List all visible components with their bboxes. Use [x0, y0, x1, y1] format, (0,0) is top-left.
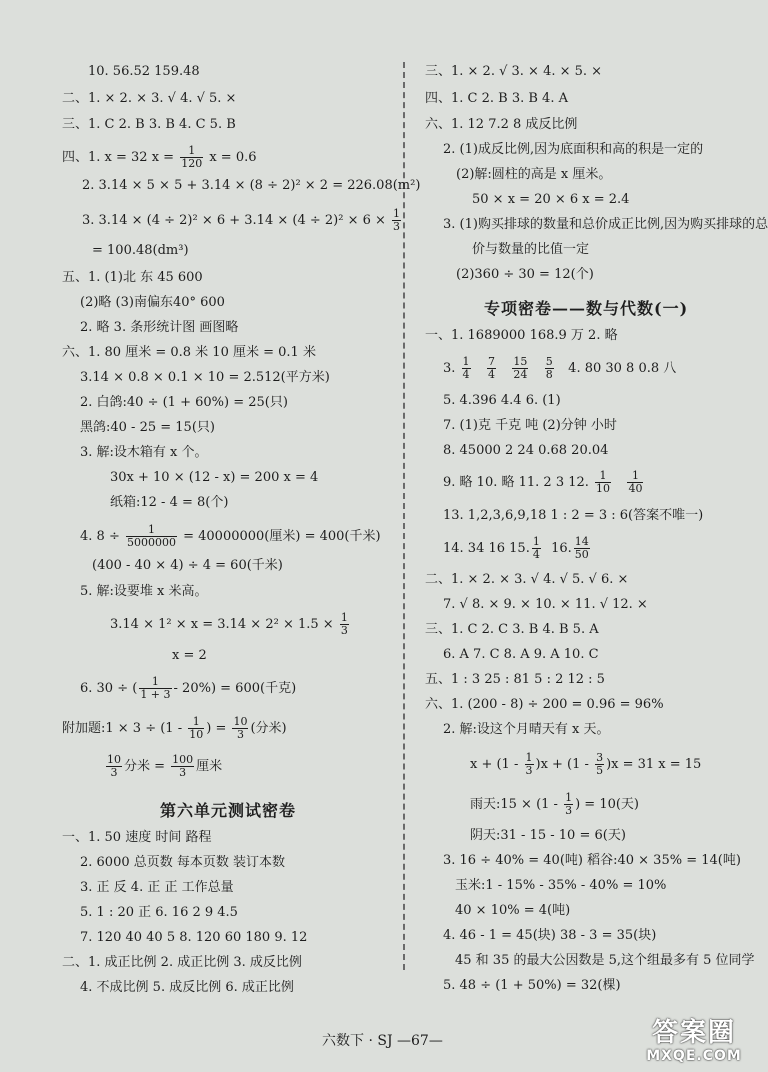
answer-line: 五、1. (1)北 东 45 600 [62, 270, 203, 285]
answer-line: 3. 3.14 × (4 ÷ 2)² × 6 + 3.14 × (4 ÷ 2)² × 6 × $\frac{1}{3}$ [82, 207, 401, 233]
answer-line: 三、1. C 2. C 3. B 4. B 5. A [425, 622, 599, 637]
answer-line: 5. 1 : 20 正 6. 16 2 9 4.5 [80, 905, 238, 920]
answer-line: 六、1. (200 - 8) ÷ 200 = 0.96 = 96% [425, 697, 664, 712]
answer-line: 45 和 35 的最大公因数是 5,这个组最多有 5 位同学 [455, 953, 755, 968]
answer-line: 14. 34 16 15. $\frac{1}{4}$ 16. $\frac{14}{50}$ [443, 535, 589, 561]
fraction: $\frac{1}{10}$ [189, 715, 204, 741]
answer-line: 7. √ 8. × 9. × 10. × 11. √ 12. × [443, 597, 648, 612]
answer-line: $\frac{10}{3}$ 分米 = $\frac{100}{3}$ 厘米 [107, 753, 223, 779]
answer-line: x = 2 [172, 648, 207, 663]
answer-line: 3. 解:设木箱有 x 个。 [80, 445, 208, 460]
answer-line: 雨天:15 × (1 - $\frac{1}{3}$ ) = 10(天) [470, 791, 640, 817]
watermark-logo: 答案圈 MXQE.COM [646, 1018, 742, 1064]
fraction: $\frac{1}{40}$ [628, 469, 643, 495]
answer-line: 3.14 × 1² × x = 3.14 × 2² × 1.5 × $\frac{1}{3}$ [110, 611, 348, 637]
answer-line: x + (1 - $\frac{1}{3}$ )x + (1 - $\frac{3}{5}$ )x = 31 x = 15 [470, 751, 702, 777]
fraction: $\frac{1}{120}$ [181, 144, 203, 170]
answer-line: 纸箱:12 - 4 = 8(个) [110, 495, 229, 510]
answer-line: (2)360 ÷ 30 = 12(个) [456, 267, 594, 282]
answer-line: 2. 6000 总页数 每本页数 装订本数 [80, 855, 286, 870]
answer-line: 玉米:1 - 15% - 35% - 40% = 10% [455, 878, 667, 893]
answer-line: 10. 56.52 159.48 [88, 64, 200, 79]
answer-line: (400 - 40 × 4) ÷ 4 = 60(千米) [92, 558, 283, 573]
answer-line: 7. (1)克 千克 吨 (2)分钟 小时 [443, 418, 617, 433]
answer-line: 三、1. C 2. B 3. B 4. C 5. B [62, 117, 236, 132]
answer-line: 9. 略 10. 略 11. 2 3 12. $\frac{1}{10}$ $\frac{1}{40}$ [443, 469, 643, 495]
answer-line: 2. 解:设这个月晴天有 x 天。 [443, 722, 610, 737]
answer-line: 3. (1)购买排球的数量和总价成正比例,因为购买排球的总 [443, 217, 768, 232]
fraction: $\frac{10}{3}$ [233, 715, 248, 741]
section-heading: 专项密卷——数与代数(一) [484, 299, 689, 318]
answer-line: 5. 4.396 4.4 6. (1) [443, 393, 561, 408]
answer-line: 4. 不成比例 5. 成反比例 6. 成正比例 [80, 980, 294, 995]
answer-line: 2. 3.14 × 5 × 5 + 3.14 × (8 ÷ 2)² × 2 = 226.08(m²) [82, 178, 421, 193]
fraction: $\frac{14}{50}$ [574, 535, 589, 561]
answer-line: 5. 解:设要堆 x 米高。 [80, 584, 208, 599]
fraction: $\frac{7}{4}$ [487, 355, 495, 381]
answer-line: 4. 8 ÷ $\frac{1}{5000000}$ = 40000000(厘米) = 400(千米) [80, 523, 381, 549]
answer-line: 四、1. x = 32 x = $\frac{1}{120}$ x = 0.6 [62, 144, 257, 170]
answer-line: 二、1. × 2. × 3. √ 4. √ 5. √ 6. × [425, 572, 629, 587]
answer-line: 2. 略 3. 条形统计图 画图略 [80, 320, 239, 335]
answer-line: 二、1. 成正比例 2. 成正比例 3. 成反比例 [62, 955, 302, 970]
answer-line: 五、1 : 3 25 : 81 5 : 2 12 : 5 [425, 672, 605, 687]
answer-line: = 100.48(dm³) [92, 243, 189, 258]
answer-line: 3.14 × 0.8 × 0.1 × 10 = 2.512(平方米) [80, 370, 330, 385]
answer-line: 3. $\frac{1}{4}$ $\frac{7}{4}$ $\frac{15}{24}$ $\frac{5}{8}$ 4. 80 30 8 0.8 八 [443, 355, 677, 381]
answer-line: (2)略 (3)南偏东40° 600 [80, 295, 225, 310]
answer-line: 价与数量的比值一定 [472, 242, 590, 257]
answer-line: 二、1. × 2. × 3. √ 4. √ 5. × [62, 91, 237, 106]
answer-line: 6. 30 ÷ ( $\frac{1}{1 + 3}$ - 20%) = 600(千克) [80, 675, 297, 701]
fraction: $\frac{1}{3}$ [340, 611, 348, 637]
fraction: $\frac{10}{3}$ [107, 753, 121, 779]
section-heading: 第六单元测试密卷 [160, 801, 297, 820]
fraction: $\frac{5}{8}$ [545, 355, 553, 381]
answer-line: 8. 45000 2 24 0.68 20.04 [443, 443, 609, 458]
answer-line: 7. 120 40 40 5 8. 120 60 180 9. 12 [80, 930, 308, 945]
fraction: $\frac{1}{5000000}$ [126, 523, 176, 549]
answer-line: 黑鸽:40 - 25 = 15(只) [80, 420, 215, 435]
answer-line: 一、1. 1689000 168.9 万 2. 略 [425, 328, 618, 343]
fraction: $\frac{1}{3}$ [525, 751, 533, 777]
answer-line: 2. (1)成反比例,因为底面积和高的积是一定的 [443, 142, 704, 157]
answer-line: 附加题:1 × 3 ÷ (1 - $\frac{1}{10}$ ) = $\frac{10}{3}$ (分米) [62, 715, 287, 741]
answer-line: 3. 正 反 4. 正 正 工作总量 [80, 880, 234, 895]
page-footer: 六数下 · SJ —67— [322, 1033, 443, 1049]
fraction: $\frac{15}{24}$ [513, 355, 528, 381]
answer-line: 5. 48 ÷ (1 + 50%) = 32(棵) [443, 978, 621, 993]
answer-line: 6. A 7. C 8. A 9. A 10. C [443, 647, 599, 662]
answer-line: 四、1. C 2. B 3. B 4. A [425, 91, 568, 106]
fraction: $\frac{1}{1 + 3}$ [140, 675, 171, 701]
fraction: $\frac{1}{3}$ [393, 207, 401, 233]
fraction: $\frac{100}{3}$ [172, 753, 194, 779]
answer-line: 40 × 10% = 4(吨) [455, 903, 571, 918]
column-divider [403, 62, 405, 970]
answer-line: (2)解:圆柱的高是 x 厘米。 [456, 167, 612, 182]
answer-line: 六、1. 80 厘米 = 0.8 米 10 厘米 = 0.1 米 [62, 345, 316, 360]
fraction: $\frac{3}{5}$ [596, 751, 604, 777]
fraction: $\frac{1}{3}$ [565, 791, 573, 817]
answer-line: 13. 1,2,3,6,9,18 1 : 2 = 3 : 6(答案不唯一) [443, 508, 704, 523]
answer-line: 一、1. 50 速度 时间 路程 [62, 830, 212, 845]
answer-line: 4. 46 - 1 = 45(块) 38 - 3 = 35(块) [443, 928, 657, 943]
fraction: $\frac{1}{4}$ [532, 535, 540, 561]
answer-line: 50 × x = 20 × 6 x = 2.4 [472, 192, 630, 207]
answer-line: 三、1. × 2. √ 3. × 4. × 5. × [425, 64, 603, 79]
fraction: $\frac{1}{10}$ [596, 469, 611, 495]
answer-line: 30x + 10 × (12 - x) = 200 x = 4 [110, 470, 319, 485]
answer-line: 3. 16 ÷ 40% = 40(吨) 稻谷:40 × 35% = 14(吨) [443, 853, 741, 868]
answer-line: 2. 白鸽:40 ÷ (1 + 60%) = 25(只) [80, 395, 288, 410]
answer-line: 六、1. 12 7.2 8 成反比例 [425, 117, 578, 132]
fraction: $\frac{1}{4}$ [462, 355, 470, 381]
answer-line: 阴天:31 - 15 - 10 = 6(天) [470, 828, 626, 843]
